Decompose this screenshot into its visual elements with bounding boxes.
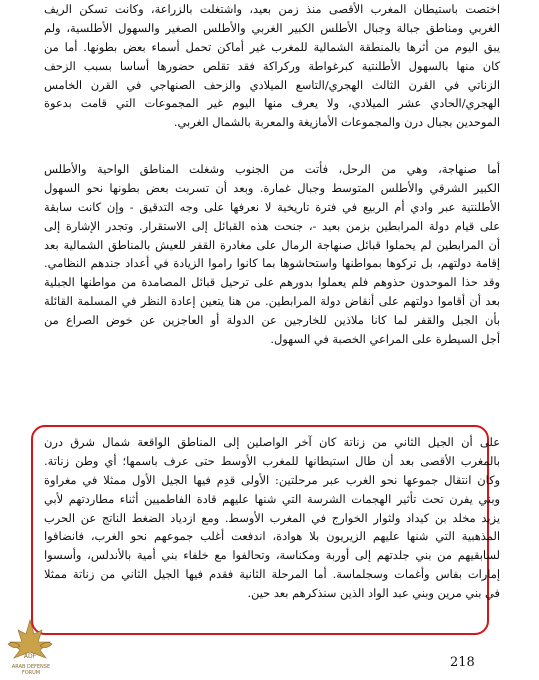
paragraph-line: بعد أن أقاموا دولتهم على أنقاض دولة المرابطين. من هنا يتعين إعادة النظر في المسلمة القائلة	[44, 294, 500, 309]
paragraph-line: وقد حذا الموحدون حذوهم فلم يعملوا بدورهم على ترحيل قبائل المصامدة من مواطنها الجبلية	[44, 275, 500, 290]
paragraph-line: الكبير الشرقي والأطلس المتوسط وجبال غمارة. وبعد أن تسربت بعض بطونها نحو السهول	[44, 180, 500, 195]
svg-text:ADF: ADF	[23, 653, 37, 660]
paragraph-3-highlighted	[44, 433, 500, 603]
paragraph-line: الهجري/الحادي عشر الميلادي، ولا يعرف منها اليوم غير المجموعات التي قامت بدعوة	[44, 96, 500, 111]
paragraph-line: على أن الجيل الثاني من زناتة كان آخر الواصلين إلى المناطق الواقعة شمال شرق درن	[44, 435, 500, 449]
paragraph-line: أما صنهاجة، وهي من الرحل، فأتت من الجنوب وشغلت المناطق الواحية والأطلس	[44, 162, 500, 176]
paragraph-line: بالمغرب الأقصى بعد أن طال استيطانها للمغرب الأوسط حتى عرف باسمها؛ أي وطن زناتة.	[44, 453, 500, 468]
paragraph-line: أجل السيطرة على المراعي الخصبة في السهول.	[270, 332, 500, 347]
paragraph-line: الأطلنتية عبر وادي أم الربيع في فترة تاريخية لا نعرفها على وجه التدقيق - وإن كانت سابقة	[44, 199, 500, 214]
paragraph-line: كان منها بالسهول الأطلنتية كبرغواطة وركراكة فقد تقلص حضورها أساسا بسبب الزحف	[44, 58, 500, 73]
paragraph-1	[44, 0, 500, 132]
paragraph-line: يبق اليوم من أثرها بالمنطقة الشمالية للمغرب غير أماكن تحمل أسماء بعض بطونها. أما من	[44, 39, 500, 54]
paragraph-line: وكان انتقال جموعها نحو الغرب عبر مرحلتين: الأولى قدِم فيها الجيل الأول ممثلا في مغراوة	[44, 472, 500, 487]
paragraph-line: يزيد مخلد بن كيداد ولثوار الخوارج في المغرب الأوسط. ومع ازدياد الضغط الناتج عن الحرب	[44, 510, 500, 525]
paragraph-line: أن المرابطين لم يحملوا قبائل صنهاجة الرمال على مغادرة القفر للعيش بالمناطق الشمالية بعد	[44, 237, 500, 252]
paragraph-line: وبني يفرن تحت تأثير الهجمات الشرسة التي شنها عليهم قادة الفاطميين أثناء مطاردتهم لأبي	[44, 491, 500, 506]
paragraph-line: إمارات بفاس وأغمات وسجلماسة. أما المرحلة الثانية فقدم فيها الجيل الثاني من زناتة ممثلا	[44, 567, 500, 582]
paragraph-line: على قيام دولة المرابطين بزمن بعيد -، جنحت هذه القبائل إلى الاستقرار. وتجدر الإشارة إلى	[44, 218, 500, 233]
paragraph-line: الزناتي في القرن الثالث الهجري/التاسع الميلادي والزحف الصنهاجي في القرن الخامس	[44, 77, 500, 92]
page-number: 218	[450, 655, 475, 670]
paragraph-line: لسابقيهم من بني جلدتهم إلى أوربة ومكناسة، وتحالفوا مع خلفاء بني أمية بالأندلس، وأسسوا	[44, 548, 500, 563]
paragraph-2	[44, 160, 500, 349]
paragraph-line: إقامة دولتهم، بل تركوها بمواطنها واستحاشوها بما كانوا راموا الزيادة في أعداد جندهم النظامي.	[44, 256, 500, 271]
paragraph-line: الموحدين بجبال درن والمجموعات الأمازيغة والمعربة بالشمال الغربي.	[173, 115, 500, 130]
paragraph-line: الغربي ومناطق جبالة وجبال الأطلس الكبير الغربي والأطلس الصغير والسهول الأطلسية، ولم	[44, 20, 500, 35]
paragraph-line: اختصت باستيطان المغرب الأقصى منذ زمن بعيد، واشتغلت بالزراعة، وكانت تسكن الريف	[44, 2, 500, 16]
paragraph-line: بأن الجبل والقفر لما كانا ملاذين للخارجين عن الدولة أو العاجزين عن خوض الصراع من	[44, 313, 500, 328]
logo-caption: ARAB DEFENSE FORUM	[11, 664, 51, 676]
paragraph-line: المذهبية التي شنها عليهم الزيريون بلا هوادة، اندفعت أغلب جموعهم نحو الغرب، فانضافوا	[44, 529, 500, 544]
paragraph-line: في بني مرين وبني عبد الواد الذين سنذكرهم بعد حين.	[247, 586, 500, 601]
